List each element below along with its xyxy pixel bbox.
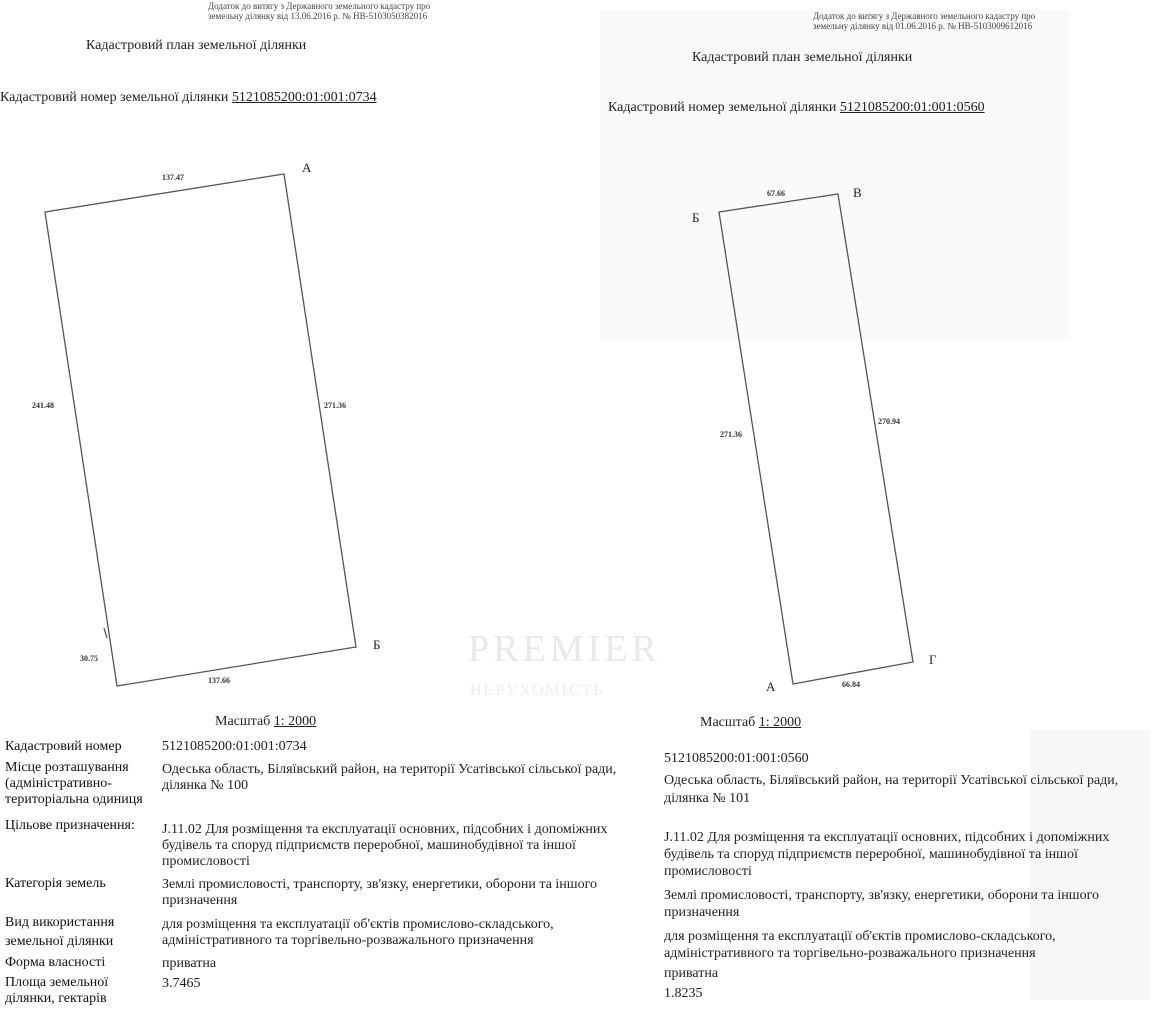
left-parcel-boundary [45, 174, 356, 686]
right-point-g: Г [929, 652, 937, 667]
left-field-use-label [5, 915, 114, 950]
left-scale-prefix: Масштаб [215, 714, 271, 729]
left-dim-left: 241.48 [32, 401, 54, 410]
left-field-purpose-value: J.11.02 Для розміщення та експлуатації основних, підсобних і допоміжних будівель та споруд підприємств переробної, машинобудівної та іншої промисловості [162, 822, 608, 869]
left-field-purpose-label: Цільове призначення: [5, 818, 135, 833]
right-header-note-line: Додаток до витягу з Державного земельного кадастру про [813, 11, 1036, 21]
right-field-ownership-value: приватна [664, 966, 719, 981]
left-dim-bottom: 137.66 [208, 676, 230, 685]
left-field-use-label-line: земельної ділянки [5, 934, 114, 949]
left-cadastral-prefix: Кадастровий номер земельної ділянки [0, 90, 229, 105]
left-header-note-line: Додаток до витягу з Державного земельного кадастру про [208, 1, 431, 11]
right-parcel-boundary [719, 194, 913, 684]
right-plan-title: Кадастровий план земельної ділянки [692, 50, 913, 65]
left-dim-top: 137.47 [162, 173, 184, 182]
left-field-use-value: для розміщення та експлуатації об'єктів промислово-складського, адміністративного та торгівельно-розважального призначення [162, 917, 554, 948]
right-point-v: В [853, 185, 862, 200]
left-field-area-value: 3.7465 [162, 976, 201, 991]
left-parcel-vertex-mark [104, 628, 107, 638]
left-scale [215, 714, 316, 730]
left-field-area-label [5, 975, 108, 1007]
right-scale-value: 1: 2000 [758, 715, 802, 730]
right-cadastral-number: 5121085200:01:001:0560 [839, 100, 985, 115]
left-field-area-label-line: Площа земельної [5, 975, 109, 990]
left-field-location-label-line: Місце розташування [5, 760, 129, 775]
right-point-a: А [766, 679, 776, 694]
left-field-cad-label: Кадастровий номер [5, 739, 122, 754]
right-field-purpose-value: J.11.02 Для розміщення та експлуатації основних, підсобних і допоміжних будівель та споруд підприємств переробної, машинобудівної та іншої промисловості [664, 830, 1110, 879]
left-field-location-label-line: (адміністративно- [5, 776, 112, 791]
right-dim-bottom: 66.84 [842, 680, 860, 689]
right-dim-top: 67.66 [767, 189, 785, 198]
right-field-area-value: 1.8235 [664, 986, 703, 1001]
left-field-area-label-line: ділянки, гектарів [5, 991, 107, 1006]
left-plan-title: Кадастровий план земельної ділянки [86, 38, 307, 53]
right-cadastral-prefix: Кадастровий номер земельної ділянки [608, 100, 837, 115]
right-field-use-value: для розміщення та експлуатації об'єктів промислово-складського, адміністративного та торгівельно-розважального призначення [664, 929, 1056, 961]
left-header-note-line: земельну ділянку від 13.06.2016 р. № НВ-5103050382016 [208, 11, 428, 21]
left-field-location-label [5, 760, 143, 808]
right-dim-left: 271.36 [720, 430, 742, 439]
left-scale-value: 1: 2000 [273, 714, 317, 729]
right-field-location-value: Одеська область, Біляївський район, на території Усатівської сільської ради, ділянка № 101 [664, 773, 1119, 806]
left-field-category-value: Землі промисловості, транспорту, зв'язку, енергетики, оборони та іншого призначення [162, 877, 597, 908]
right-scale-prefix: Масштаб [700, 715, 756, 730]
watermark-subtitle: НЕРУХОМІСТЬ [470, 682, 605, 699]
left-field-ownership-label: Форма власності [5, 955, 106, 970]
left-field-category-label: Категорія земель [5, 876, 106, 891]
left-point-b: Б [373, 637, 381, 652]
right-dim-right: 270.94 [878, 417, 900, 426]
left-dim-bottom-left: 30.75 [80, 654, 98, 663]
left-field-ownership-value: приватна [162, 956, 217, 971]
left-field-use-label-line: Вид використання [5, 915, 115, 930]
right-scale [700, 715, 801, 731]
left-dim-right: 271.36 [324, 401, 346, 410]
right-point-b: Б [692, 210, 700, 225]
right-header-note-line: земельну ділянку від 01.06.2016 р. № НВ-5103009612016 [813, 21, 1033, 31]
right-field-category-value: Землі промисловості, транспорту, зв'язку, енергетики, оборони та іншого призначення [664, 888, 1099, 920]
left-field-cad-value: 5121085200:01:001:0734 [162, 739, 307, 754]
left-cadastral-number: 5121085200:01:001:0734 [231, 90, 377, 105]
left-field-location-label-line: територіальна одиниця [5, 792, 143, 807]
right-field-cad-value: 5121085200:01:001:0560 [664, 751, 809, 766]
left-field-location-value: Одеська область, Біляївський район, на території Усатівської сільської ради, ділянка № 100 [162, 762, 617, 793]
left-point-a: А [302, 160, 312, 175]
watermark-brand: PREMIER [468, 628, 661, 670]
